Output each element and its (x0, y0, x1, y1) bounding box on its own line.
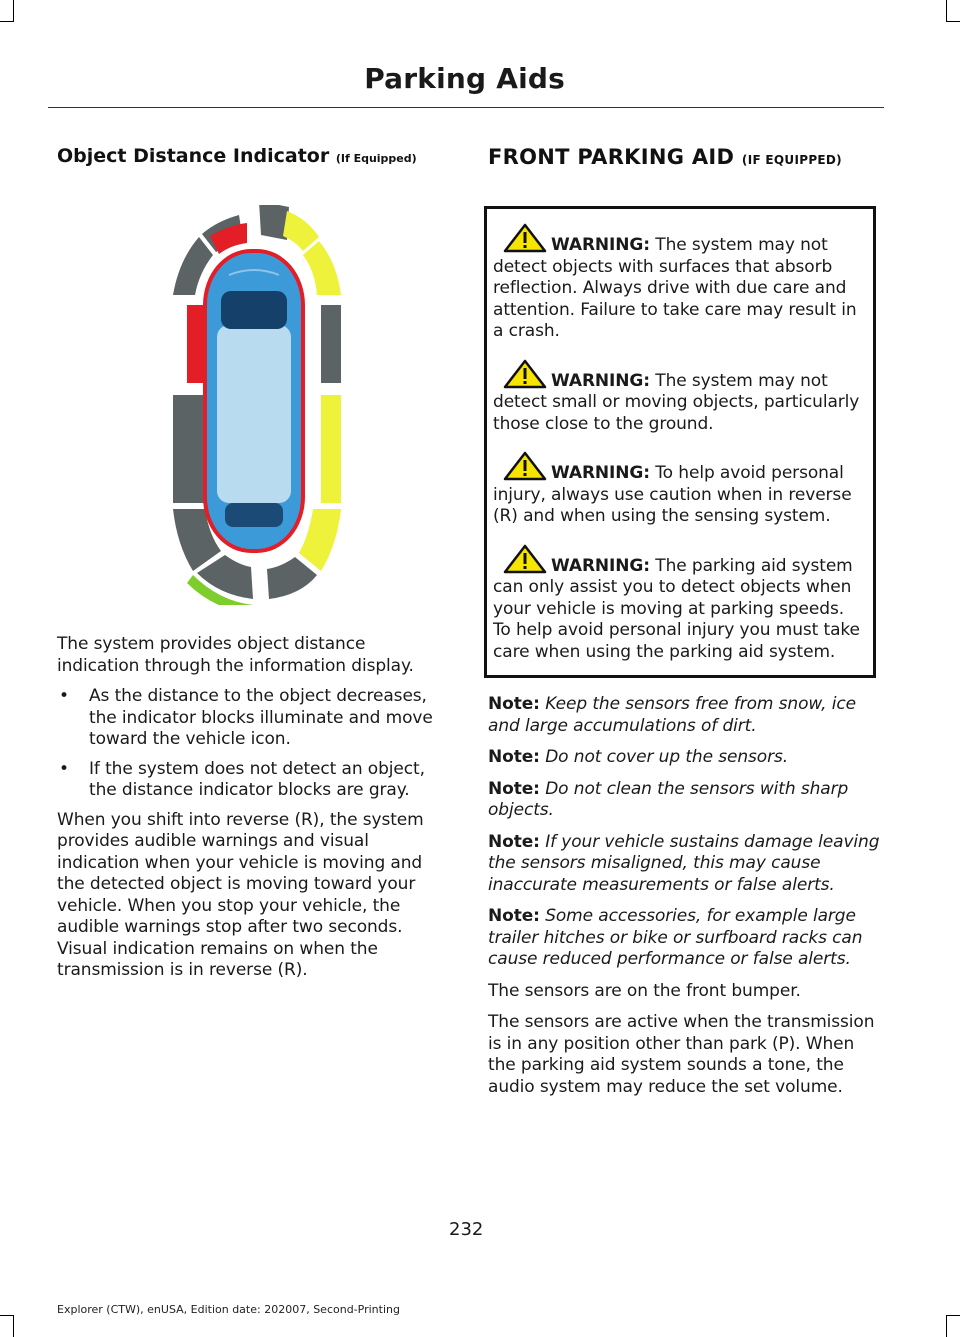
warning-label: WARNING: (551, 555, 650, 576)
note-text: Do not cover up the sensors. (545, 747, 789, 767)
warning-label: WARNING: (551, 463, 650, 483)
note-text: Some accessories, for example large trailer hitches or bike or surfboard racks can cause reduced performance or false alerts. (488, 906, 863, 969)
warning-triangle-icon (503, 359, 547, 389)
note-label: Note: (488, 906, 540, 926)
note-text: If your vehicle sustains damage leaving the sensors misaligned, this may cause inaccurate measurements or false alerts. (488, 831, 880, 895)
warning-text: The system may not detect objects with surfaces that absorb reflection. Always drive with due care and attention. Failure to take care may result in a crash. (493, 235, 857, 341)
object-distance-diagram (169, 205, 344, 605)
distance-indicator-graphic (169, 205, 344, 605)
header-divider (48, 107, 884, 108)
indicator-block-front-right (303, 241, 341, 295)
section-title-object-distance (57, 145, 447, 167)
crop-mark (946, 0, 947, 22)
right-paragraph-1: The sensors are on the front bumper. (488, 980, 801, 1001)
list-item (57, 759, 447, 802)
bullet-text: As the distance to the object decreases, the indicator blocks illuminate and move toward the vehicle icon. (89, 686, 433, 749)
warning-text: To help avoid personal injury, always use caution when in reverse (R) and when using the sensing system. (493, 463, 852, 526)
section-title-front-parking-aid (488, 145, 880, 169)
section-title-text: Object Distance Indicator (57, 145, 330, 167)
indicator-block-right-rear (321, 395, 341, 503)
section-qualifier: (IF EQUIPPED) (741, 153, 842, 167)
note-label: Note: (488, 778, 540, 799)
indicator-block-left-rear (173, 395, 207, 503)
indicator-block-rear-right-inner (267, 557, 317, 599)
warning-triangle-icon (503, 223, 547, 253)
warning-text: The system may not detect small or moving objects, particularly those close to the ground. (493, 370, 860, 434)
note-item (488, 906, 880, 971)
warning-triangle-icon (503, 544, 547, 574)
note-label: Note: (488, 747, 540, 767)
indicator-block-right-front (321, 305, 341, 383)
bullet-glyph: • (59, 686, 69, 706)
list-item (57, 686, 447, 751)
crop-mark (946, 1315, 960, 1316)
left-paragraph-1: The system provides object distance indication through the information display. (57, 634, 414, 676)
section-qualifier: (If Equipped) (335, 152, 417, 165)
vehicle-roof (217, 325, 291, 503)
note-item (488, 779, 880, 822)
warning-text: The parking aid system can only assist you to detect objects when your vehicle is moving at parking speeds. To help avoid personal injury you must take care when using the parking aid system. (493, 555, 860, 662)
vehicle-rear-window (225, 503, 283, 527)
right-paragraph-2: The sensors are active when the transmission is in any position other than park (P). When the parking aid system sounds a tone, the audio system may reduce the set volume. (488, 1012, 875, 1097)
crop-mark (946, 21, 960, 22)
note-item (488, 694, 880, 737)
note-label: Note: (488, 831, 540, 852)
warning-label: WARNING: (551, 235, 650, 255)
page-number: 232 (449, 1219, 484, 1240)
crop-mark (946, 1315, 947, 1337)
bullet-text: If the system does not detect an object, the distance indicator blocks are gray. (89, 758, 425, 800)
crop-mark (0, 21, 14, 22)
crop-mark (13, 0, 14, 22)
page-footer: Explorer (CTW), enUSA, Edition date: 202007, Second-Printing (57, 1303, 400, 1316)
indicator-block-front-right-inner (283, 211, 319, 251)
warning-box (484, 206, 876, 678)
warning-item (493, 451, 867, 528)
note-text: Keep the sensors free from snow, ice and large accumulations of dirt. (488, 694, 856, 736)
right-column (488, 145, 880, 1098)
indicator-bullet-list (57, 686, 447, 802)
left-column (57, 145, 447, 982)
warning-item (493, 544, 867, 664)
note-text: Do not clean the sensors with sharp objects. (488, 778, 849, 820)
note-item (488, 832, 880, 897)
indicator-block-rear-right (299, 509, 341, 571)
crop-mark (0, 1315, 14, 1316)
crop-mark (13, 1315, 14, 1337)
page-header-title: Parking Aids (364, 62, 565, 95)
bullet-glyph: • (59, 758, 69, 779)
warning-label: WARNING: (551, 370, 650, 391)
warning-item (493, 359, 867, 436)
warning-item (493, 223, 867, 343)
warning-triangle-icon (503, 451, 547, 481)
left-paragraph-2: When you shift into reverse (R), the system provides audible warnings and visual indication when your vehicle is moving and the detected object is moving toward your vehicle. When you stop your vehicle, the audible warnings stop after two seconds. Visual indication remains on when the transmission is in reverse (R). (57, 809, 424, 980)
note-label: Note: (488, 694, 540, 714)
note-item (488, 747, 880, 769)
vehicle-windshield (221, 291, 287, 329)
section-title-text: FRONT PARKING AID (488, 145, 735, 169)
